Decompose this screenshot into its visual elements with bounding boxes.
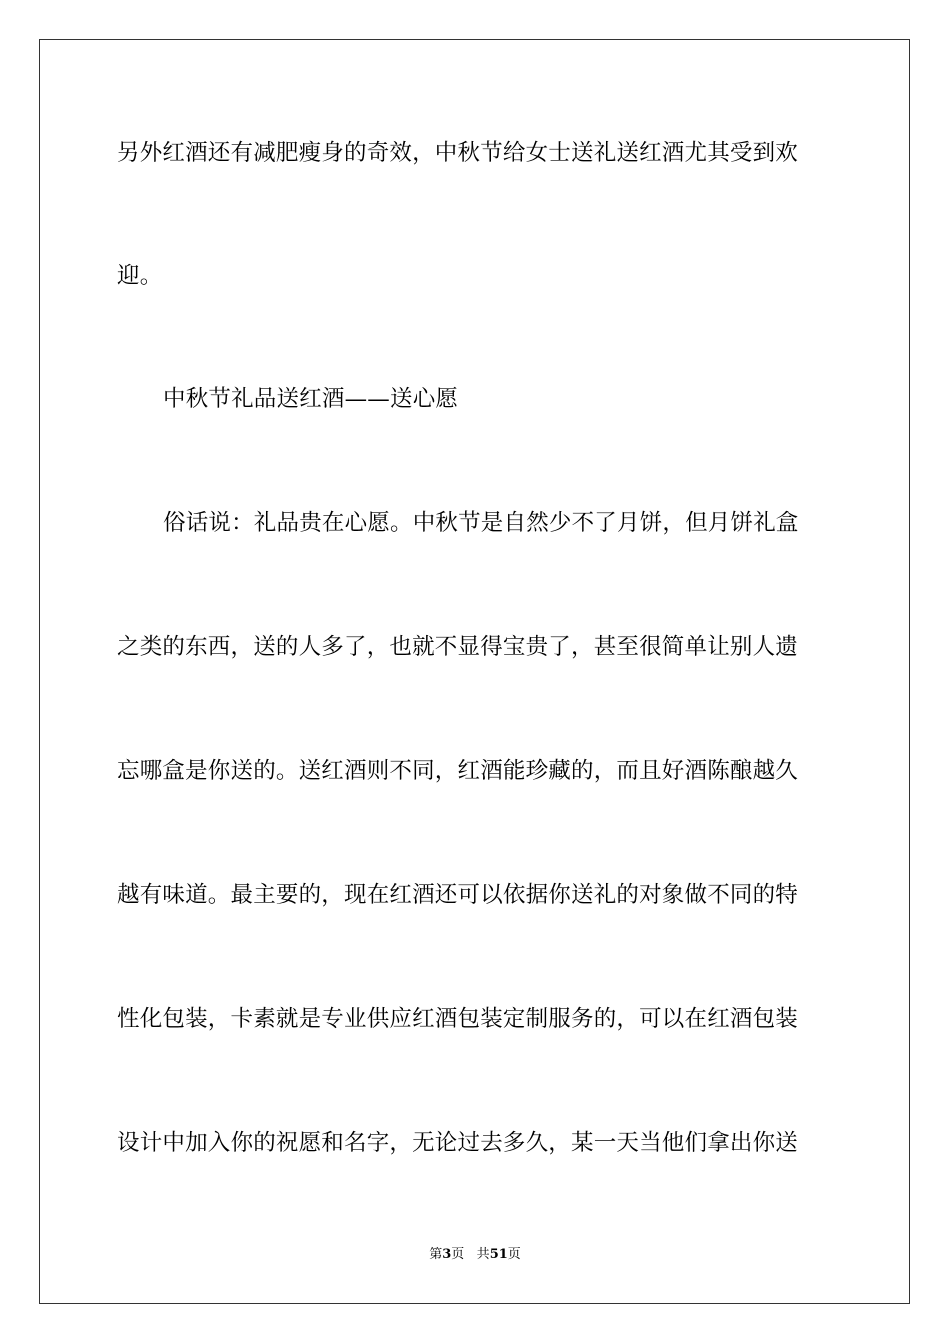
paragraph-line: 越有味道。最主要的，现在红酒还可以依据你送礼的对象做不同的特 <box>117 882 799 908</box>
page-prefix: 第 <box>429 1247 443 1262</box>
page-footer <box>0 1246 950 1264</box>
paragraph-line: 性化包装，卡素就是专业供应红酒包装定制服务的，可以在红酒包装 <box>117 1006 799 1032</box>
total-suffix: 页 <box>507 1247 521 1262</box>
total-pages: 51 <box>489 1247 508 1262</box>
paragraph-line: 之类的东西，送的人多了，也就不显得宝贵了，甚至很简单让别人遗 <box>117 634 799 660</box>
paragraph-line: 忘哪盒是你送的。送红酒则不同，红酒能珍藏的，而且好酒陈酿越久 <box>117 758 799 784</box>
total-prefix: 共 <box>476 1247 490 1262</box>
section-heading: 中秋节礼品送红酒——送心愿 <box>163 386 459 412</box>
page-number: 3 <box>442 1247 452 1262</box>
page-border <box>39 39 910 1304</box>
paragraph-line: 俗话说：礼品贵在心愿。中秋节是自然少不了月饼，但月饼礼盒 <box>163 510 799 536</box>
paragraph-line: 设计中加入你的祝愿和名字，无论过去多久，某一天当他们拿出你送 <box>117 1130 799 1156</box>
paragraph-line: 另外红酒还有减肥瘦身的奇效，中秋节给女士送礼送红酒尤其受到欢 <box>117 140 799 166</box>
paragraph-line: 迎。 <box>117 263 163 289</box>
page-suffix: 页 <box>451 1247 465 1262</box>
